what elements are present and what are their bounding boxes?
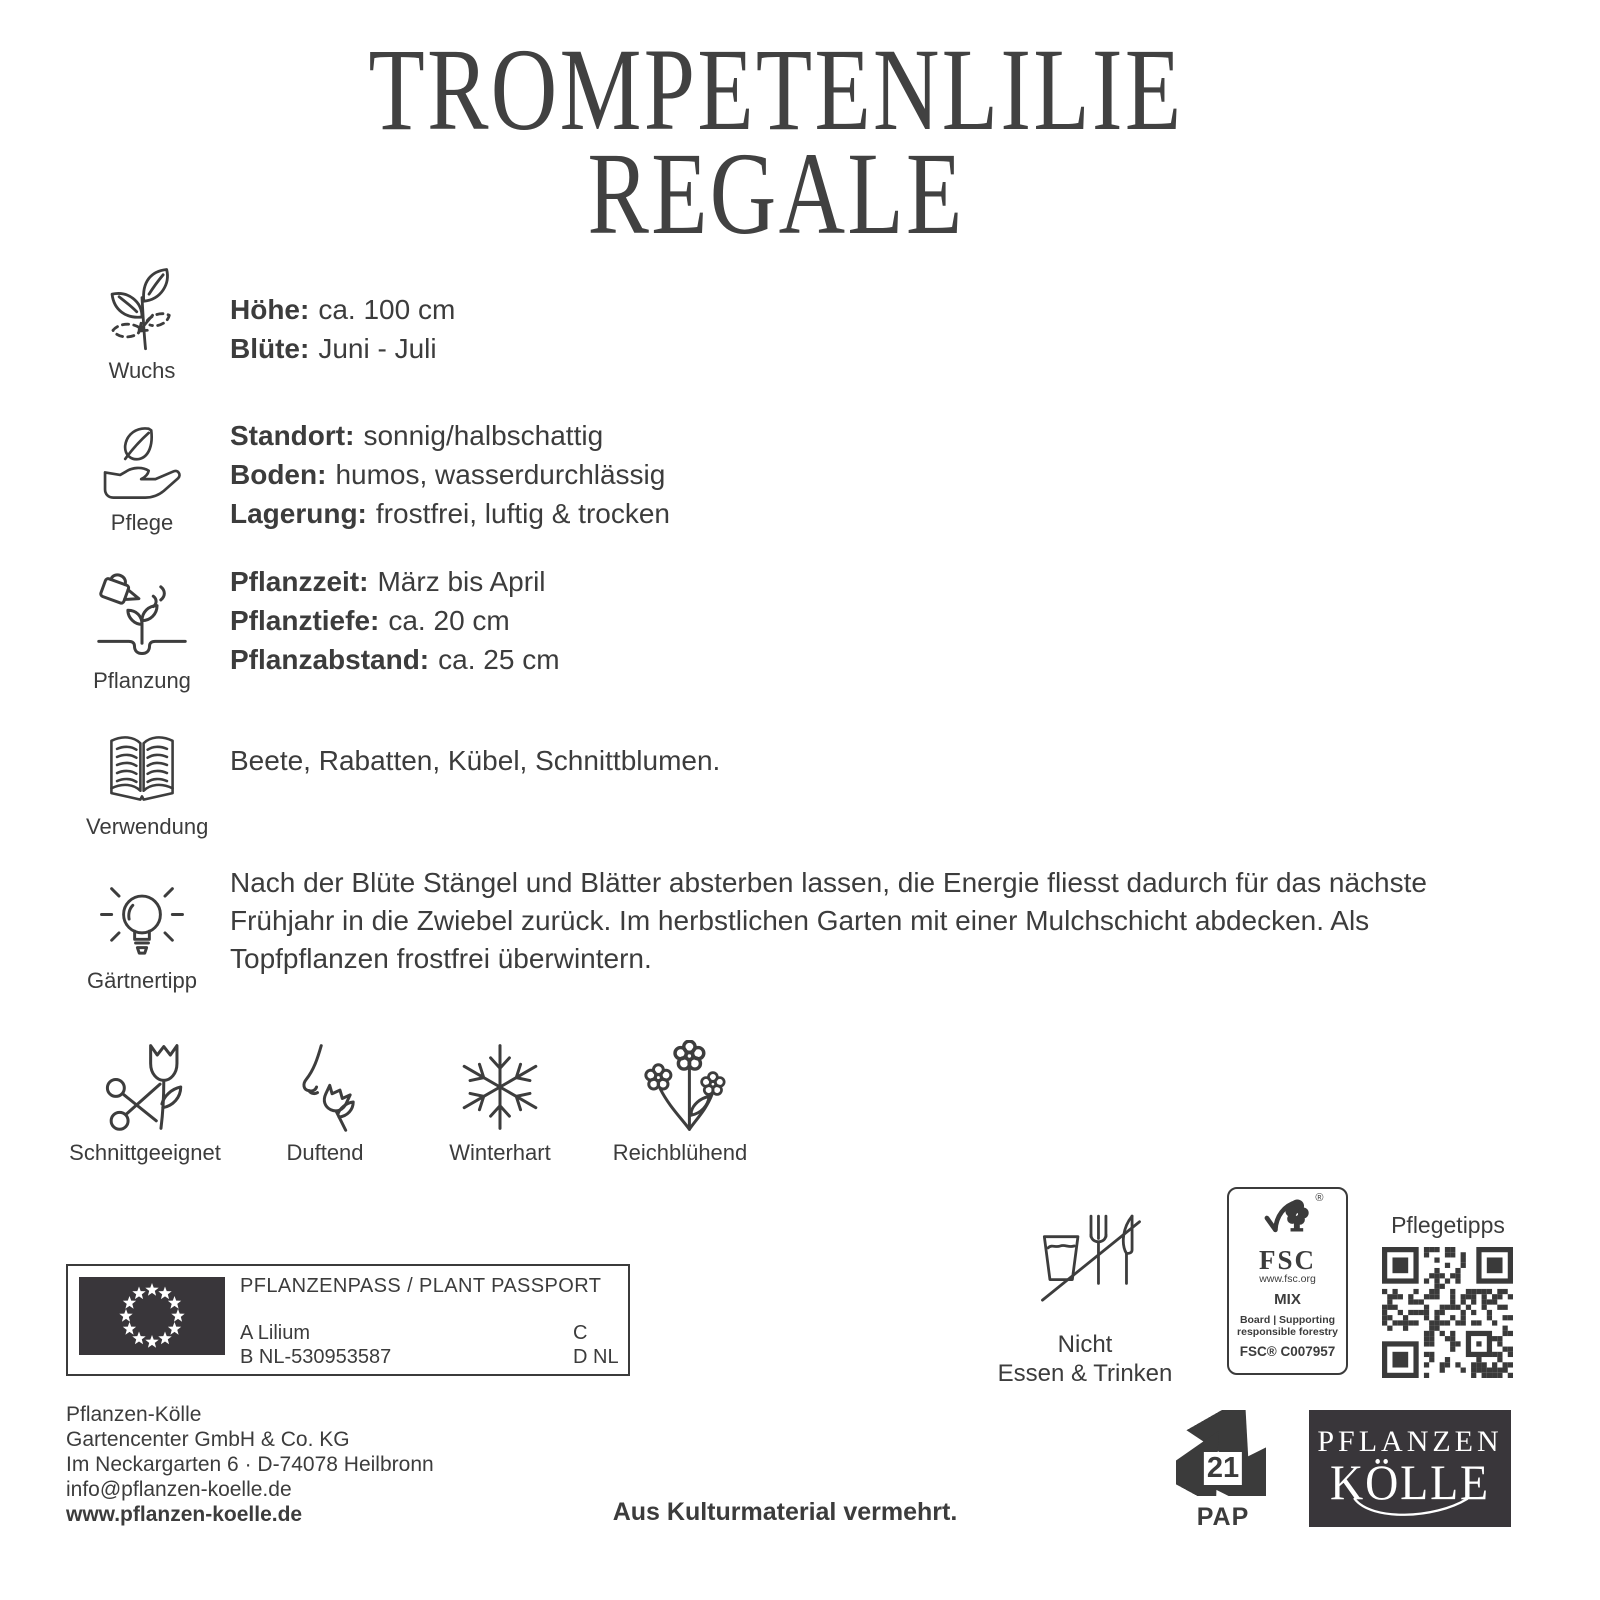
title-line2: REGALE [587,128,965,259]
fsc-license: FSC® C007957 [1239,1344,1336,1359]
feature-label: Schnittgeeignet [69,1140,221,1165]
feature-label: Duftend [286,1140,364,1165]
fsc-grade: MIX [1274,1291,1301,1308]
open-book-icon [97,736,187,802]
fsc-label [1227,1187,1348,1375]
company-address [66,1402,434,1527]
info-line: Standort: sonnig/halbschattig [230,420,604,451]
verwendung-icon-block [86,736,209,840]
verwendung-text: Beete, Rabatten, Kübel, Schnittblumen. [230,745,721,776]
title-line1: TROMPETENLILIE [368,24,1184,155]
wuchs-caption: Wuchs [108,358,176,383]
address-website: www.pflanzen-koelle.de [66,1503,303,1526]
feature-duftend [235,1040,415,1166]
wuchs-icon-block [86,266,198,384]
passport-fields-ab: A Lilium B NL-530953587 [240,1322,392,1368]
gaertnertipp-text: Nach der Blüte Stängel und Blätter absterben lassen, die Energie fliesst dadurch für das nächste Frühjahr in die Zwiebel zurück. Im herbstlichen Garten mit einer Mulchschicht abdecken. Als Topfpflanzen frostfrei überwintern. [230,867,1427,974]
info-line: Blüte: Juni - Juli [230,333,437,364]
info-line: Pflanzzeit: März bis April [230,566,546,597]
pflanzung-info [230,562,560,679]
fsc-url: www.fsc.org [1259,1273,1316,1285]
info-line: Boden: humos, wasserdurchlässig [230,459,666,490]
no-food-drink-icon [1035,1208,1147,1312]
address-line: Im Neckargarten 6 · D-74078 Heilbronn [66,1453,434,1476]
pflege-icon-block [86,422,198,536]
recycling-mark [1176,1410,1270,1532]
footer-note: Aus Kulturmaterial vermehrt. [612,1498,958,1526]
registered-mark: ® [1315,1192,1324,1204]
brand-line2: KÖLLE [1330,1454,1490,1510]
wuchs-info [230,290,455,368]
info-line: Lagerung: frostfrei, luftig & trocken [230,498,670,529]
flower-bunch-icon [632,1040,728,1134]
plant-passport-box [66,1264,630,1376]
feature-label: Winterhart [449,1140,551,1165]
passport-title: PFLANZENPASS / PLANT PASSPORT [240,1275,602,1297]
pflege-info [230,416,670,533]
snowflake-icon [452,1040,548,1134]
brand-logo [1309,1410,1511,1527]
brand-line1: PFLANZEN [1317,1425,1503,1458]
verwendung-info [230,741,720,780]
address-line: Pflanzen-Kölle [66,1403,202,1426]
address-line: Gartencenter GmbH & Co. KG [66,1428,350,1451]
care-tips-label: Pflegetipps [1391,1212,1505,1238]
fsc-tree-icon [1261,1194,1315,1242]
gaertnertipp-info [230,864,1480,978]
no-food-drink-label: Nicht Essen & Trinken [997,1331,1173,1387]
gaertnertipp-caption: Gärtnertipp [86,968,198,993]
feature-schnittgeeignet [55,1040,235,1166]
recycling-material: PAP [1196,1503,1250,1531]
gaertnertipp-icon-block [86,876,198,994]
watering-can-icon [94,568,190,662]
lightbulb-icon [96,876,188,964]
pflanzung-icon-block [86,568,198,694]
sprout-icon [96,266,188,354]
recycling-number: 21 [1204,1452,1242,1485]
info-line: Pflanztiefe: ca. 20 cm [230,605,510,636]
brand-swash [1340,1497,1480,1521]
feature-label: Reichblühend [612,1140,748,1165]
passport-fields-cd: C D NL [573,1322,619,1368]
address-email: info@pflanzen-koelle.de [66,1478,292,1501]
eu-flag-icon [79,1277,225,1355]
pflanzung-caption: Pflanzung [93,668,191,693]
page-title [0,24,1552,259]
scissors-flower-icon [97,1040,193,1134]
info-line: Höhe: ca. 100 cm [230,294,456,325]
qr-code [1382,1247,1513,1378]
nose-flower-icon [277,1040,373,1134]
pflege-caption: Pflege [110,510,174,535]
verwendung-caption: Verwendung [86,814,209,839]
fsc-description: Board | Supporting responsible forestry [1237,1314,1338,1338]
feature-winterhart [410,1040,590,1166]
feature-reichbluehend [590,1040,770,1166]
fsc-name: FSC [1258,1245,1316,1275]
hand-leaf-icon [97,422,187,506]
info-line: Pflanzabstand: ca. 25 cm [230,644,560,675]
